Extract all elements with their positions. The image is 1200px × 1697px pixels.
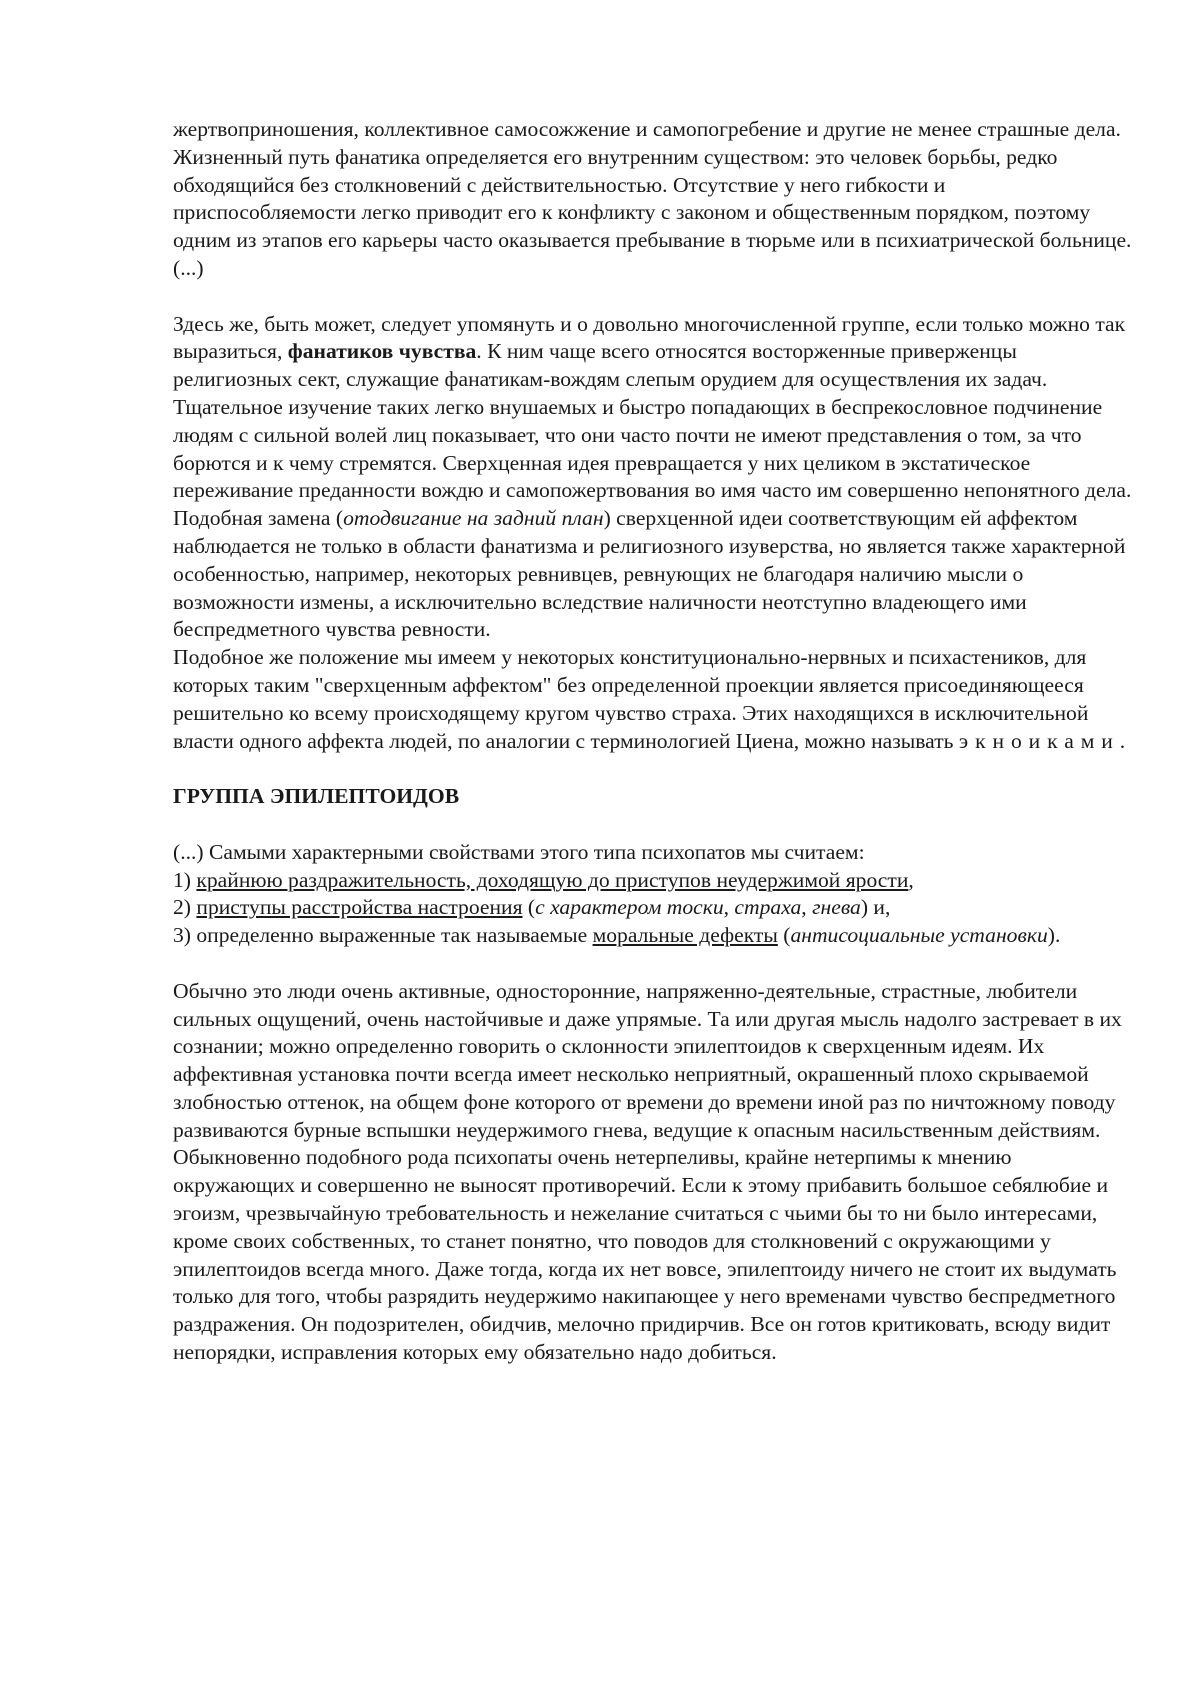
underlined-term: приступы расстройства настроения [196,895,523,920]
list-number: 3) определенно выраженные так называемые [173,923,593,948]
bold-term: фанатиков чувства [287,339,477,364]
paragraph-ekonoiki [173,644,1133,755]
italic-term: страха [734,895,802,920]
paragraph-gap [173,755,1133,783]
punctuation: , [723,895,735,920]
paragraph-gap [173,950,1133,978]
paragraph-text: Подобное же положение мы имеем у некоторых конституционально-нервных и психастеников, для которых таким "сверхценным аффектом" без определенной проекции является присоединяющееся решительно ко всему происходящему кругом чувство страха. Этих находящихся в исключительной власти одного аффекта людей, по аналогии с терминологией Циена, можно называть [173,645,1089,753]
list-number: 2) [173,895,197,920]
italic-term: гнева [812,895,861,920]
punctuation: ( [522,895,536,920]
document-page [173,116,1133,1367]
paragraph-text: Тщательное изучение таких легко внушаемых и быстро попадающих в беспрекословное подчинение людям с сильной волей лиц показывает, что они часто почти не имеют представления о том, за что борются и к чему стремятся. Сверхценная идея превращается у них целиком в экстатическое переживание преданности вождю и самопожертвования во имя часто им совершенно непонятного дела. Подобная замена ( [173,394,1132,531]
punctuation: ). [1047,923,1061,948]
paragraph-text: . [1119,728,1126,753]
list-item-1 [173,867,1133,895]
paragraph-careful-study [173,394,1133,644]
punctuation: ( [777,923,791,948]
paragraph-feeling-fanatics [173,311,1133,394]
underlined-term: крайнюю раздражительность, доходящую до приступов неудержимой ярости [196,867,909,892]
paragraph-text: ) сверхценной идеи соответствующим ей аффектом наблюдается не только в области фанатизма и религиозного изуверства, но является также характерной особенностью, например, некоторых ревнивцев, ревнующих не благодаря наличию мысли о возможности измены, а исключительно вследствие наличности неотступно владеющего ими беспредметного чувства ревности. [173,506,1126,642]
punctuation: , [908,867,914,892]
paragraph-epileptoid-traits [173,978,1133,1367]
list-intro: (...) Самыми характерными свойствами этого типа психопатов мы считаем: [173,839,865,864]
list-item-2 [173,894,1133,922]
paragraph-text: . К ним чаще всего относятся восторженные приверженцы религиозных сект, служащие фанатикам-вождям слепым орудием для осуществления их задач. [173,339,1048,392]
section-heading: ГРУППА ЭПИЛЕПТОИДОВ [173,784,460,809]
paragraph-text: Здесь же, быть может, следует упомянуть и о довольно многочисленной группе, если только можно так выразиться, [173,311,1126,364]
italic-term: антисоциальные установки [790,923,1048,948]
spaced-term: экноиками [958,728,1120,753]
underlined-term: моральные дефекты [592,923,778,948]
paragraph-text: Обычно это люди очень активные, односторонние, напряженно-деятельные, страстные, любители сильных ощущений, очень настойчивые и даже упрямые. Та или другая мысль надолго застревает в их сознании; можно определенно говорить о склонности эпилептоидов к сверхценным идеям. Их аффективная установка почти всегда имеет несколько неприятный, окрашенный плохо скрываемой злобностью оттенок, на общем фоне которого от времени до времени иной раз по ничтожному поводу развиваются бурные вспышки неудержимого гнева, ведущие к опасным насильственным действиям. Обыкновенно подобного рода психопаты очень нетерпеливы, крайне нетерпимы к мнению окружающих и совершенно не выносят противоречий. Если к этому прибавить большое себялюбие и эгоизм, чрезвычайную требовательность и нежелание считаться с чьими бы то ни было интересами, кроме своих собственных, то станет понятно, что поводов для столкновений с окружающими у эпилептоидов всегда много. Даже тогда, когда их нет вовсе, эпилептоиду ничего не стоит их выдумать только для того, чтобы разрядить неудержимо накипающее у него временами чувство беспредметного раздражения. Он подозрителен, обидчив, мелочно придирчив. Все он готов критиковать, всюду видит непорядки, исправления которых ему обязательно надо добиться. [173,978,1122,1365]
paragraph-gap [173,811,1133,839]
italic-term: с характером тоски [535,895,724,920]
paragraph-text: жертвоприношения, коллективное самосожжение и самопогребение и другие не менее страшные дела. Жизненный путь фанатика определяется его внутренним существом: это человек борьбы, редко обходящийся без столкновений с действительностью. Отсутствие у него гибкости и приспособляемости легко приводит его к конфликту с законом и общественным порядком, поэтому одним из этапов его карьеры часто оказывается пребывание в тюрьме или в психиатрической больнице.(...) [173,117,1132,280]
list-item-3 [173,922,1133,950]
paragraph-gap [173,283,1133,311]
punctuation: ) и, [860,895,891,920]
punctuation: , [801,895,813,920]
paragraph-fanatic-life [173,116,1133,283]
italic-term: отодвигание на задний план [343,506,604,531]
list-number: 1) [173,867,197,892]
